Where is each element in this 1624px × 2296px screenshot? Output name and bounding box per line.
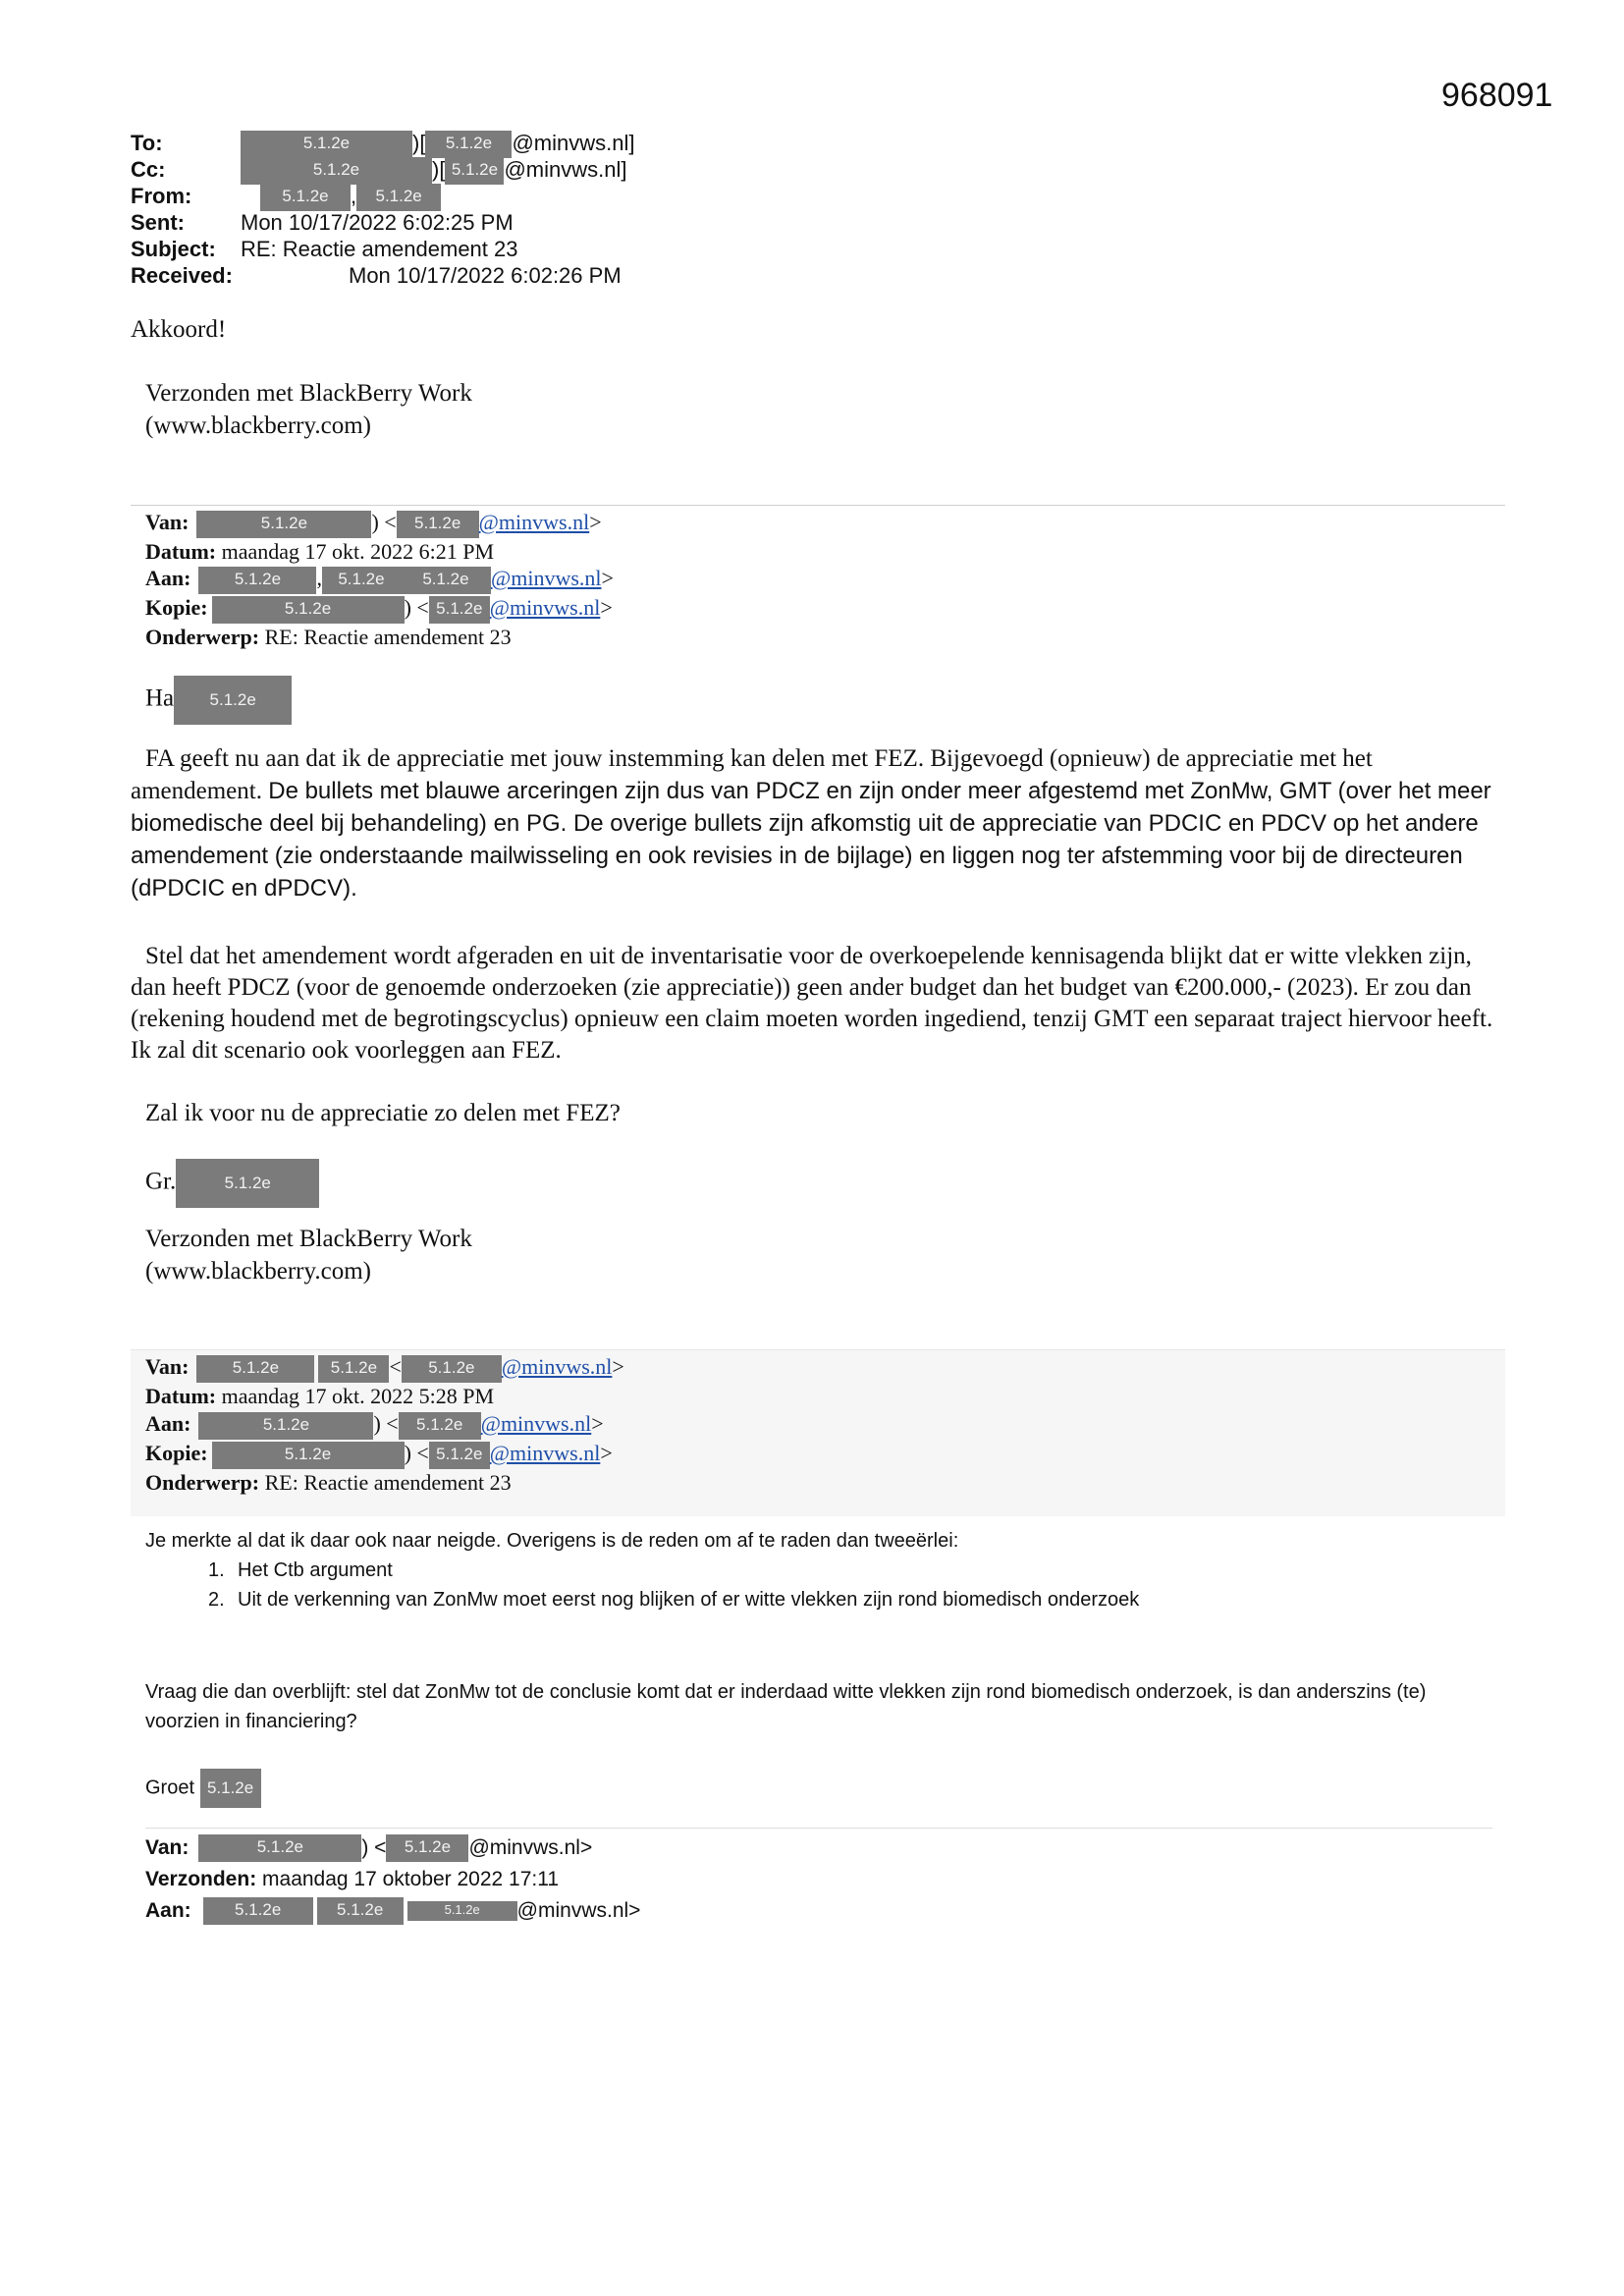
redaction: 5.1.2e [386,1834,468,1862]
separator [131,505,1505,506]
email1-received-row [131,262,622,289]
redaction: 5.1.2e [318,1355,389,1383]
redaction: 5.1.2e [356,184,441,211]
onderwerp-value: RE: Reactie amendement 23 [264,624,512,649]
redaction: 5.1.2e [176,1159,319,1208]
aan-sep: ) < [373,1410,399,1436]
subject-label: Subject: [131,237,216,261]
to-label: To: [131,131,163,155]
onderwerp-value: RE: Reactie amendement 23 [264,1469,512,1495]
from-sep: , [351,184,357,208]
email2-paragraph-2: Stel dat het amendement wordt afgeraden en uit de inventarisatie voor de overkoepelende kennisagenda blijkt dat er witte vlekken zijn, dan heeft PDCZ (voor de genoemde onderzoeken (zie appreciatie)) geen ander budget dan het budget van €200.000,- (2023). Er zou dan (rekening houdend met de begrotingscyclus) opnieuw een claim moeten worden ingediend, tenzij GMT een separaat traject hiervoor heeft. Ik zal dit scenario ook voorleggen aan FEZ. [131,943,1493,1064]
email4-aan-row [145,1895,640,1927]
email2-paragraph-1 [131,742,1510,904]
datum-value: maandag 17 okt. 2022 5:28 PM [221,1383,495,1408]
redaction: 5.1.2e [212,596,405,624]
email4-header [145,1832,640,1927]
list-item-text: Uit de verkenning van ZonMw moet eerst nog blijken of er witte vlekken zijn rond biomedisch onderzoek [238,1589,1140,1611]
received-label: Received: [131,263,233,288]
email1-to-row [131,130,634,158]
email2-signature-line1: Verzonden met BlackBerry Work [145,1226,472,1252]
redaction: 5.1.2e [401,567,491,594]
separator [131,1349,1505,1350]
kopie-label: Kopie: [145,1440,208,1465]
sent-label: Sent: [131,210,185,235]
kopie-sep: ) < [404,1440,429,1465]
redaction: 5.1.2e [445,157,504,185]
list-item-text: Het Ctb argument [238,1559,393,1581]
redaction: 5.1.2e [200,1769,261,1808]
redaction: 5.1.2e [198,1834,361,1862]
aan-label: Aan: [145,1410,191,1436]
sent-value: Mon 10/17/2022 6:02:25 PM [241,210,514,235]
kopie-end: > [600,1440,613,1465]
received-value: Mon 10/17/2022 6:02:26 PM [349,263,622,288]
redaction: 5.1.2e [203,1897,313,1925]
email3-onderwerp-row [145,1469,624,1497]
redaction: 5.1.2e [429,1442,490,1469]
p1-serif: FA geeft nu aan dat ik de appreciatie met jouw instemming kan delen met FEZ. Bijgevoegd (opnieuw) de appreciatie met het amendement. [131,745,1373,804]
redaction: 5.1.2e [407,1901,517,1921]
van-sep: ) < [361,1836,387,1859]
email3-list-item-2: 2. Uit de verkenning van ZonMw moet eerst nog blijken of er witte vlekken zijn rond biomedisch onderzoek [208,1589,1140,1611]
redaction: 5.1.2e [241,157,432,185]
redaction: 5.1.2e [425,131,512,158]
email3-header [145,1353,624,1497]
van-end: > [612,1354,624,1379]
kopie-end: > [600,594,613,620]
to-domain: @minvws.nl] [512,131,635,155]
datum-value: maandag 17 okt. 2022 6:21 PM [221,538,495,564]
redaction: 5.1.2e [196,511,371,538]
redaction: 5.1.2e [198,567,316,594]
redaction: 5.1.2e [212,1442,405,1469]
aan-end: > [591,1410,604,1436]
email2-van-row [145,509,614,538]
kopie-email-link[interactable]: @minvws.nl [489,1440,601,1465]
cc-domain: @minvws.nl] [504,157,627,182]
email2-signature-line2: (www.blackberry.com) [145,1258,371,1285]
redaction: 5.1.2e [196,1355,314,1383]
email1-sent-row [131,209,514,236]
redaction: 5.1.2e [174,676,292,725]
email3-intro: Je merkte al dat ik daar ook naar neigde. Overigens is de reden om af te raden dan tweeërlei: [145,1530,959,1552]
van-domain: @minvws.nl> [468,1836,593,1859]
aan-label: Aan: [145,1899,191,1922]
email3-van-row [145,1353,624,1383]
email2-greeting-row [145,676,292,725]
kopie-label: Kopie: [145,594,208,620]
email2-datum-row [145,538,614,565]
redaction: 5.1.2e [260,184,351,211]
redaction: 5.1.2e [322,567,401,594]
van-email-link[interactable]: @minvws.nl [501,1354,613,1379]
email1-signature-line1: Verzonden met BlackBerry Work [145,380,472,407]
email1-body: Akkoord! [131,316,227,343]
closing: Gr. [145,1168,177,1195]
email2-paragraph-3: Zal ik voor nu de appreciatie zo delen met FEZ? [145,1100,621,1126]
document-number: 968091 [1441,77,1553,114]
redaction: 5.1.2e [241,131,412,158]
email4-van-row [145,1832,640,1864]
kopie-email-link[interactable]: @minvws.nl [489,594,601,620]
aan-email-link[interactable]: @minvws.nl [490,565,602,590]
from-label: From: [131,184,192,208]
email2-kopie-row [145,594,614,624]
redaction: 5.1.2e [429,596,490,624]
van-label: Van: [145,1354,189,1379]
datum-label: Datum: [145,538,217,564]
cc-sep: )[ [432,157,446,182]
email2-header [145,509,614,650]
aan-sep: , [316,565,322,590]
redaction: 5.1.2e [198,1412,373,1440]
email3-aan-row [145,1410,624,1440]
email2-aan-row [145,565,614,594]
aan-end: > [601,565,614,590]
email3-datum-row [145,1383,624,1410]
email3-list-item-1: 1. Het Ctb argument [208,1559,393,1581]
email1-cc-row [131,156,626,185]
van-label: Van: [145,510,189,534]
redaction: 5.1.2e [317,1897,404,1925]
onderwerp-label: Onderwerp: [145,1469,260,1495]
van-email-link[interactable]: @minvws.nl [478,510,590,534]
kopie-sep: ) < [404,594,429,620]
separator [145,1828,1492,1829]
redaction: 5.1.2e [397,511,479,538]
p1-sans: De bullets met blauwe arceringen zijn dus van PDCZ en zijn onder meer afgestemd met ZonMw, GMT (over het meer biomedische deel bij behandeling) en PG. De overige bullets zijn afkomstig uit de appreciatie van PDCIC en PDCV op het andere amendement (zie onderstaande mailwisseling en ook revisies in de bijlage) en liggen nog ter afstemming voor bij de directeuren (dPDCIC en dPDCV). [131,778,1491,902]
verzonden-value: maandag 17 oktober 2022 17:11 [262,1868,560,1890]
redaction: 5.1.2e [399,1412,481,1440]
email4-verzonden-row [145,1864,640,1895]
email2-onderwerp-row [145,624,614,650]
email3-closing-row [145,1769,261,1808]
aan-domain: @minvws.nl> [516,1899,641,1922]
verzonden-label: Verzonden: [145,1868,257,1890]
email1-from-row [131,183,441,211]
aan-label: Aan: [145,565,191,590]
subject-value: RE: Reactie amendement 23 [241,237,518,261]
onderwerp-label: Onderwerp: [145,624,260,649]
cc-label: Cc: [131,157,166,182]
van-end: > [589,510,602,534]
greeting: Ha [145,684,175,712]
redaction: 5.1.2e [402,1355,502,1383]
email1-subject-row [131,236,518,262]
van-sep: ) < [371,510,397,534]
datum-label: Datum: [145,1383,217,1408]
email1-signature-line2: (www.blackberry.com) [145,412,371,439]
van-label: Van: [145,1836,189,1859]
van-sep: < [389,1354,402,1379]
to-sep: )[ [412,131,426,155]
email2-closing-row [145,1159,319,1208]
email3-question: Vraag die dan overblijft: stel dat ZonMw tot de conclusie komt dat er inderdaad witte vlekken zijn rond biomedisch onderzoek, is dan anderszins (te) voorzien in financiering? [145,1681,1427,1732]
email3-kopie-row [145,1440,624,1469]
aan-email-link[interactable]: @minvws.nl [480,1410,592,1436]
closing: Groet [145,1777,195,1799]
